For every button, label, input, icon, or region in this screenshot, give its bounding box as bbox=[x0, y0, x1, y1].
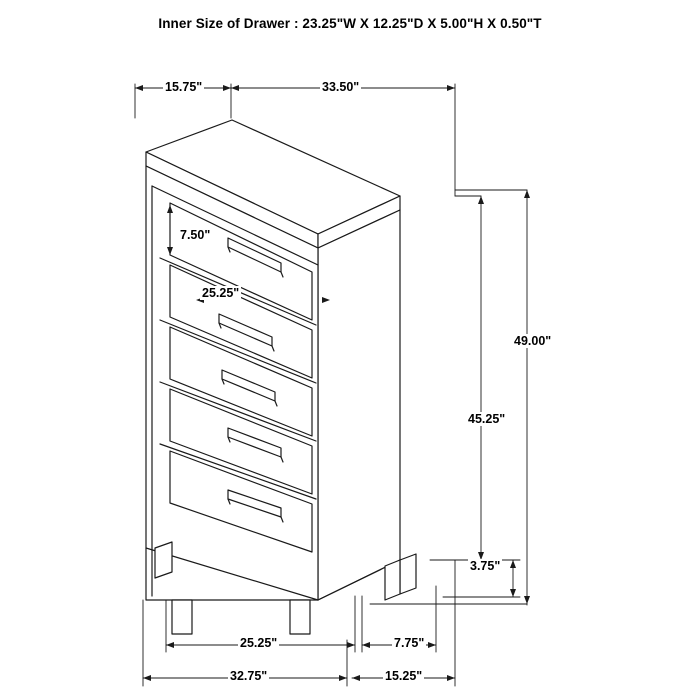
dimension-label-side-depth: 7.75" bbox=[394, 636, 425, 650]
dimension-label-front-width: 25.25" bbox=[240, 636, 278, 650]
dimension-label-overall-width: 32.75" bbox=[230, 669, 268, 683]
dimension-label-drawer-width: 25.25" bbox=[202, 286, 240, 300]
dimension-label-total-height: 49.00" bbox=[514, 334, 552, 348]
dimension-label-overall-depth: 15.25" bbox=[385, 669, 423, 683]
page-title: Inner Size of Drawer : 23.25"W X 12.25"D X 5.00"H X 0.50"T bbox=[158, 16, 542, 31]
dimension-label-case-height: 45.25" bbox=[468, 412, 506, 426]
dimension-label-depth-top: 15.75" bbox=[165, 80, 203, 94]
dimension-label-width-top: 33.50" bbox=[322, 80, 360, 94]
dimension-label-leg-height: 3.75" bbox=[470, 559, 501, 573]
dimension-label-drawer-height: 7.50" bbox=[180, 228, 211, 242]
